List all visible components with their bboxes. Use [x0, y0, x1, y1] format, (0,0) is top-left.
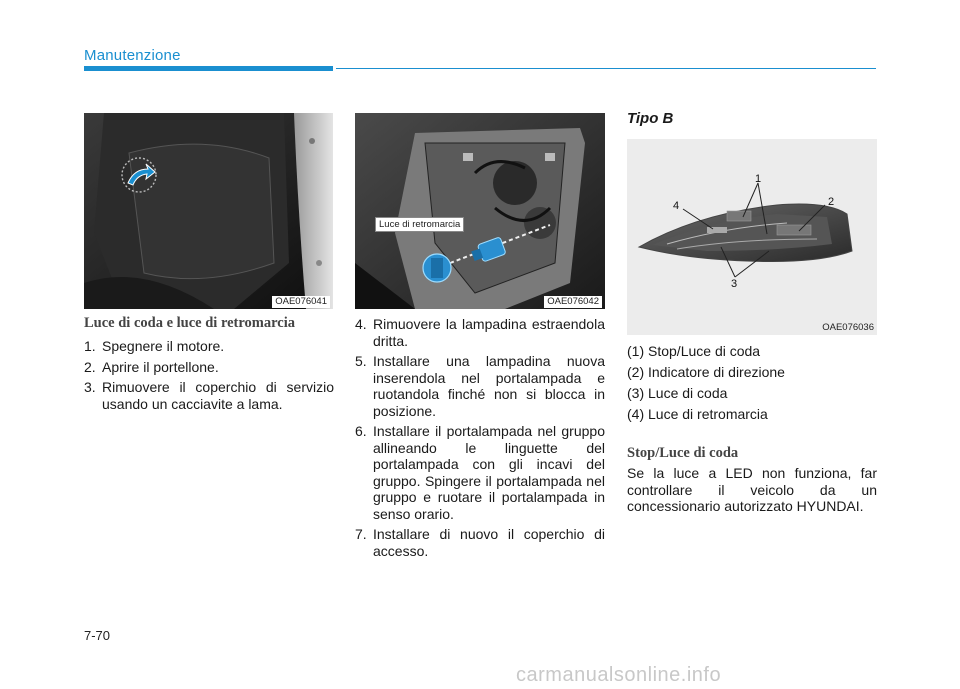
step-item: 5. Installare una lampadina nuova inserendola nel portalampada e ruotandola finché non si blocca in posizione. — [355, 353, 605, 419]
legend-list — [627, 341, 877, 425]
step-item: 6. Installare il portalampada nel gruppo allineando le linguette del portalampada con gli incavi del gruppo. Spingere il portalampada nel gruppo e ruotare il portalampada in senso orario. — [355, 423, 605, 522]
paragraph: Se la luce a LED non funziona, far controllare il veicolo da un concessionario autorizzato HYUNDAI. — [627, 465, 877, 514]
callout-3: 3 — [731, 278, 738, 290]
section-heading: Stop/Luce di coda — [627, 445, 739, 461]
watermark: carmanualsonline.info — [516, 664, 722, 686]
figure-code: OAE076041 — [272, 296, 330, 308]
page-number: 7-70 — [84, 628, 111, 643]
legend-item: (4) Luce di retromarcia — [627, 406, 768, 422]
header-rule-thin — [336, 68, 876, 69]
step-item: 4. Rimuovere la lampadina estraendola dritta. — [355, 316, 605, 349]
legend-item: (2) Indicatore di direzione — [627, 364, 785, 380]
callout-2: 2 — [828, 196, 835, 208]
callout-label: Luce di retromarcia — [375, 217, 464, 232]
type-heading: Tipo B — [627, 110, 674, 127]
step-item: 1. Spegnere il motore. — [84, 338, 225, 354]
figure-code: OAE076036 — [822, 322, 874, 333]
callout-1: 1 — [755, 173, 762, 185]
step-item: 7. Installare di nuovo il coperchio di accesso. — [355, 526, 605, 559]
step-item: 2. Aprire il portellone. — [84, 358, 219, 375]
legend-item: (1) Stop/Luce di coda — [627, 343, 761, 359]
section-title: Manutenzione — [84, 47, 181, 64]
figure-bulb-holder-photo — [355, 113, 605, 309]
legend-item: (3) Luce di coda — [627, 385, 728, 401]
figure-code: OAE076042 — [544, 296, 602, 308]
section-heading: Luce di coda e luce di retromarcia — [84, 315, 296, 331]
header-rule-thick — [84, 66, 333, 71]
figure-tail-lamp-diagram — [627, 139, 877, 335]
steps-list — [355, 316, 605, 563]
steps-list — [84, 338, 334, 416]
callout-4: 4 — [673, 200, 680, 212]
step-item: 3. Rimuovere il coperchio di servizio usando un cacciavite a lama. — [84, 379, 334, 412]
figure-service-cover-photo — [84, 113, 333, 309]
